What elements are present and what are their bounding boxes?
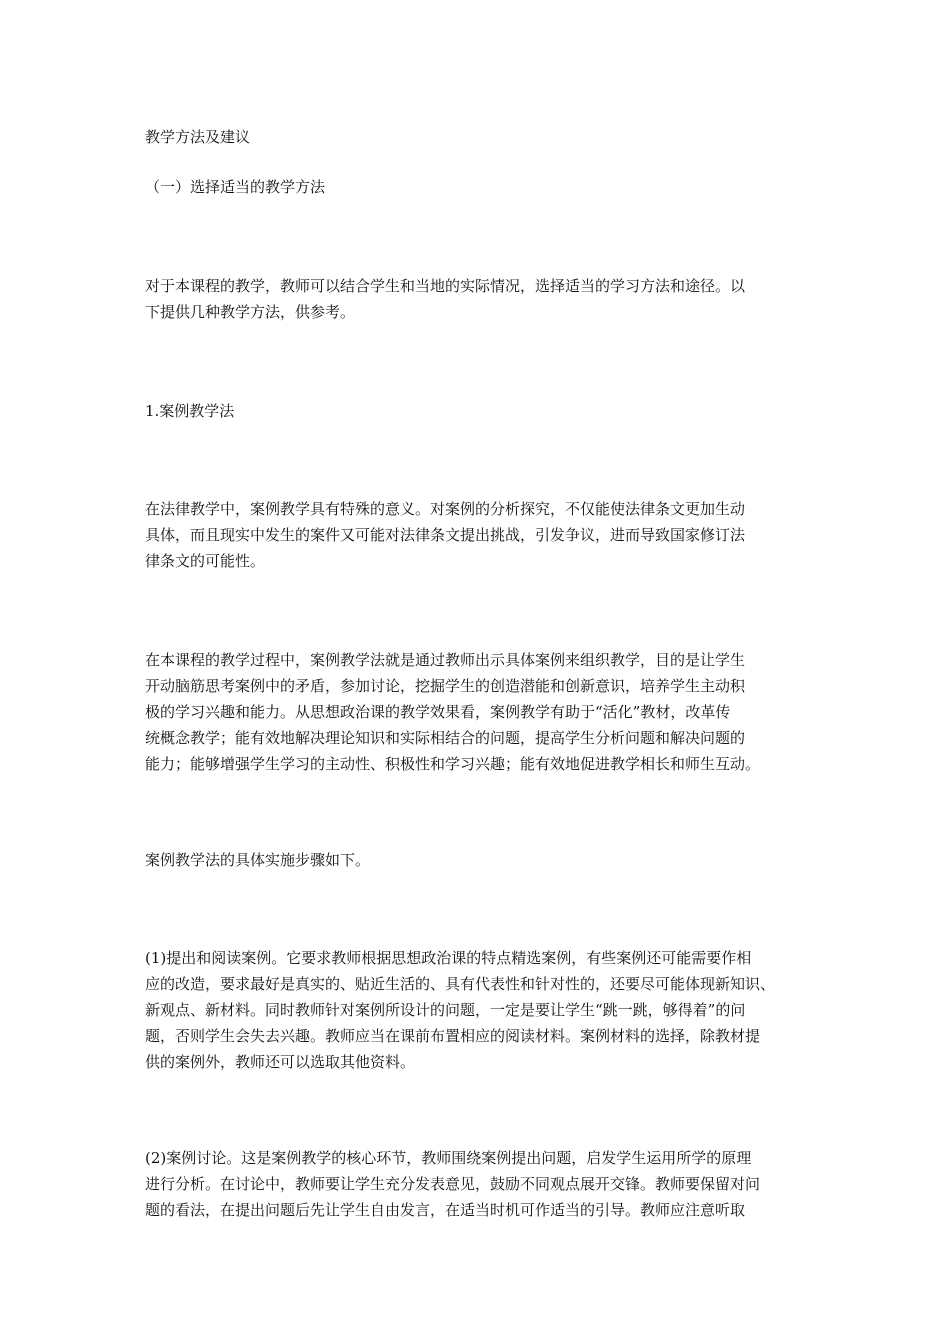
document-title: 教学方法及建议: [145, 128, 251, 146]
step-1-paragraph: (1)提出和阅读案例。它要求教师根据思想政治课的特点精选案例，有些案例还可能需要作相 应的改造，要求最好是真实的、贴近生活的、具有代表性和针对性的，还要尽可能体现新知识、 新观点、新材料。同时教师针对案例所设计的问题，一定是要让学生“跳一跳，够得着”的问 题，否则学生会失去兴趣。教师应当在课前布置相应的阅读材料。案例材料的选择，除教材提 供的案例外，教师还可以选取其他资料。: [145, 949, 776, 1071]
paragraph-2: 在本课程的教学过程中，案例教学法就是通过教师出示具体案例来组织教学，目的是让学生 开动脑筋思考案例中的矛盾，参加讨论，挖掘学生的创造潜能和创新意识，培养学生主动积 极的学习兴趣和能力。从思想政治课的教学效果看，案例教学有助于“活化”教材，改革传 统概念教学；能有效地解决理论知识和实际相结合的问题，提高学生分析问题和解决问题的 能力；能够增强学生学习的主动性、积极性和学习兴趣；能有效地促进教学相长和师生互动。: [145, 651, 761, 773]
document-subtitle: （一）选择适当的教学方法: [145, 178, 326, 196]
intro-paragraph: 对于本课程的教学，教师可以结合学生和当地的实际情况，选择适当的学习方法和途径。以 下提供几种教学方法，供参考。: [145, 277, 746, 321]
step-2-paragraph: (2)案例讨论。这是案例教学的核心环节，教师围绕案例提出问题，启发学生运用所学的原理 进行分析。在讨论中，教师要让学生充分发表意见，鼓励不同观点展开交锋。教师要保留对问 题的看法，在提出问题后先让学生自由发言，在适当时机可作适当的引导。教师应注意听取: [145, 1149, 761, 1219]
steps-intro: 案例教学法的具体实施步骤如下。: [145, 851, 371, 869]
paragraph-1: 在法律教学中，案例教学具有特殊的意义。对案例的分析探究，不仅能使法律条文更加生动 具体，而且现实中发生的案件又可能对法律条文提出挑战，引发争议，进而导致国家修订法 律条文的可能性。: [145, 500, 746, 570]
section-heading: 1.案例教学法: [145, 402, 235, 420]
